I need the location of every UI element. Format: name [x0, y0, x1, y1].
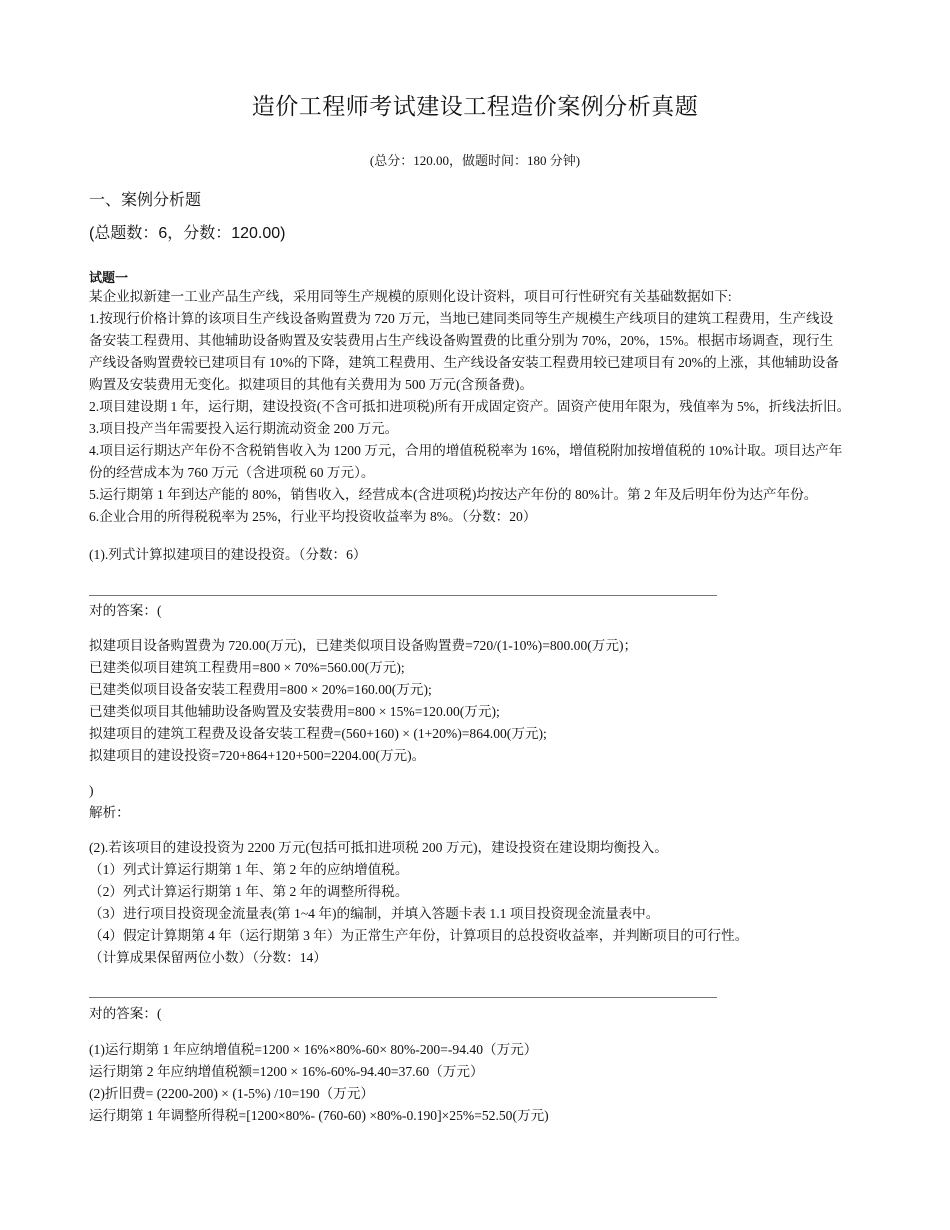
section-meta: (总题数：6，分数：120.00) [89, 225, 286, 242]
answer-1 [89, 635, 869, 767]
sub-question-2-prompt [89, 837, 869, 969]
stem-line: 某企业拟新建一工业产品生产线，采用同等生产规模的原则化设计资料，项目可行性研究有关基础数据如下: [89, 289, 732, 304]
sub-question-text: （2）列式计算运行期第 1 年、第 2 年的调整所得税。 [89, 884, 409, 899]
question-title: 试题一 [89, 270, 129, 285]
section-heading: 一、案例分析题 [89, 192, 202, 209]
answer-line: 已建类似项目建筑工程费用=800 × 70%=560.00(万元); [89, 660, 405, 675]
answer-line: 已建类似项目设备安装工程费用=800 × 20%=160.00(万元); [89, 682, 432, 697]
sub-question-text: （计算成果保留两位小数）（分数：14） [89, 950, 327, 965]
question-stem [89, 286, 869, 528]
answer-line: 运行期第 2 年应纳增值税额=1200 × 16%-60%-94.40=37.60（万元） [89, 1064, 484, 1079]
stem-line: 产线设备购置费较已建项目有 10%的下降，建筑工程费用、生产线设备安装工程费用较已建项目有 20%的上涨，其他辅助设备 [89, 355, 839, 370]
stem-line: 份的经营成本为 760 万元（含进项税 60 万元）。 [89, 465, 375, 480]
stem-line: 2.项目建设期 1 年，运行期，建设投资(不含可抵扣进项税)所有开成固定资产。固资产使用年限为，残值率为 5%，折线法折旧。 [89, 399, 851, 414]
answer-line: 拟建项目的建设投资=720+864+120+500=2204.00(万元)。 [89, 748, 426, 763]
answer-line: (2)折旧费= (2200-200) × (1-5%) /10=190（万元） [89, 1086, 375, 1101]
answer-line: 拟建项目设备购置费为 720.00(万元)，已建类似项目设备购置费=720/(1-10%)=800.00(万元)； [89, 638, 638, 653]
answer-open-1 [89, 600, 869, 622]
sub-question-text: (2).若该项目的建设投资为 2200 万元(包括可抵扣进项税 200 万元)，建设投资在建设期均衡投入。 [89, 840, 668, 855]
answer-line: 拟建项目的建筑工程费及设备安装工程费=(560+160) × (1+20%)=864.00(万元); [89, 726, 547, 741]
answer-close: ) [89, 783, 94, 798]
answer-open-2 [89, 1003, 869, 1025]
sub-question-text: （1）列式计算运行期第 1 年、第 2 年的应纳增值税。 [89, 862, 409, 877]
answer-line: 已建类似项目其他辅助设备购置及安装费用=800 × 15%=120.00(万元); [89, 704, 500, 719]
answer-divider [89, 997, 717, 998]
sub-question-1-prompt [89, 544, 869, 566]
stem-line: 备安装工程费用、其他辅助设备购置及安装费用占生产线设备购置费的比重分别为 70%，20%，15%。根据市场调查，现行生 [89, 333, 834, 348]
answer-divider [89, 595, 717, 596]
stem-line: 6.企业合用的所得税税率为 25%，行业平均投资收益率为 8%。（分数：20） [89, 509, 537, 524]
answer-label: 对的答案：( [89, 1006, 162, 1021]
sub-question-text: （4）假定计算期第 4 年（运行期第 3 年）为正常生产年份，计算项目的总投资收益率，并判断项目的可行性。 [89, 928, 749, 943]
document-title: 造价工程师考试建设工程造价案例分析真题 [251, 93, 699, 119]
analysis-label: 解析： [89, 805, 130, 820]
stem-line: 1.按现行价格计算的该项目生产线设备购置费为 720 万元，当地已建同类同等生产规模生产线项目的建筑工程费用，生产线设 [89, 311, 834, 326]
answer-close-1 [89, 780, 869, 824]
answer-2 [89, 1039, 869, 1127]
answer-line: 运行期第 1 年调整所得税=[1200×80%- (760-60) ×80%-0.190]×25%=52.50(万元) [89, 1108, 549, 1123]
stem-line: 购置及安装费用无变化。拟建项目的其他有关费用为 500 万元(含预备费)。 [89, 377, 534, 392]
sub-question-text: （3）进行项目投资现金流量表(第 1~4 年)的编制，并填入答题卡表 1.1 项目投资现金流量表中。 [89, 906, 660, 921]
sub-question-text: (1).列式计算拟建项目的建设投资。（分数：6） [89, 547, 367, 562]
answer-line: (1)运行期第 1 年应纳增值税=1200 × 16%×80%-60× 80%-200=-94.40（万元） [89, 1042, 538, 1057]
answer-label: 对的答案：( [89, 603, 162, 618]
stem-line: 3.项目投产当年需要投入运行期流动资金 200 万元。 [89, 421, 399, 436]
stem-line: 5.运行期第 1 年到达产能的 80%，销售收入，经营成本(含进项税)均按达产年份的 80%计。第 2 年及后明年份为达产年份。 [89, 487, 818, 502]
stem-line: 4.项目运行期达产年份不含税销售收入为 1200 万元，合用的增值税税率为 16%，增值税附加按增值税的 10%计取。项目达产年 [89, 443, 843, 458]
document-subtitle: (总分：120.00，做题时间：180 分钟) [369, 153, 581, 168]
